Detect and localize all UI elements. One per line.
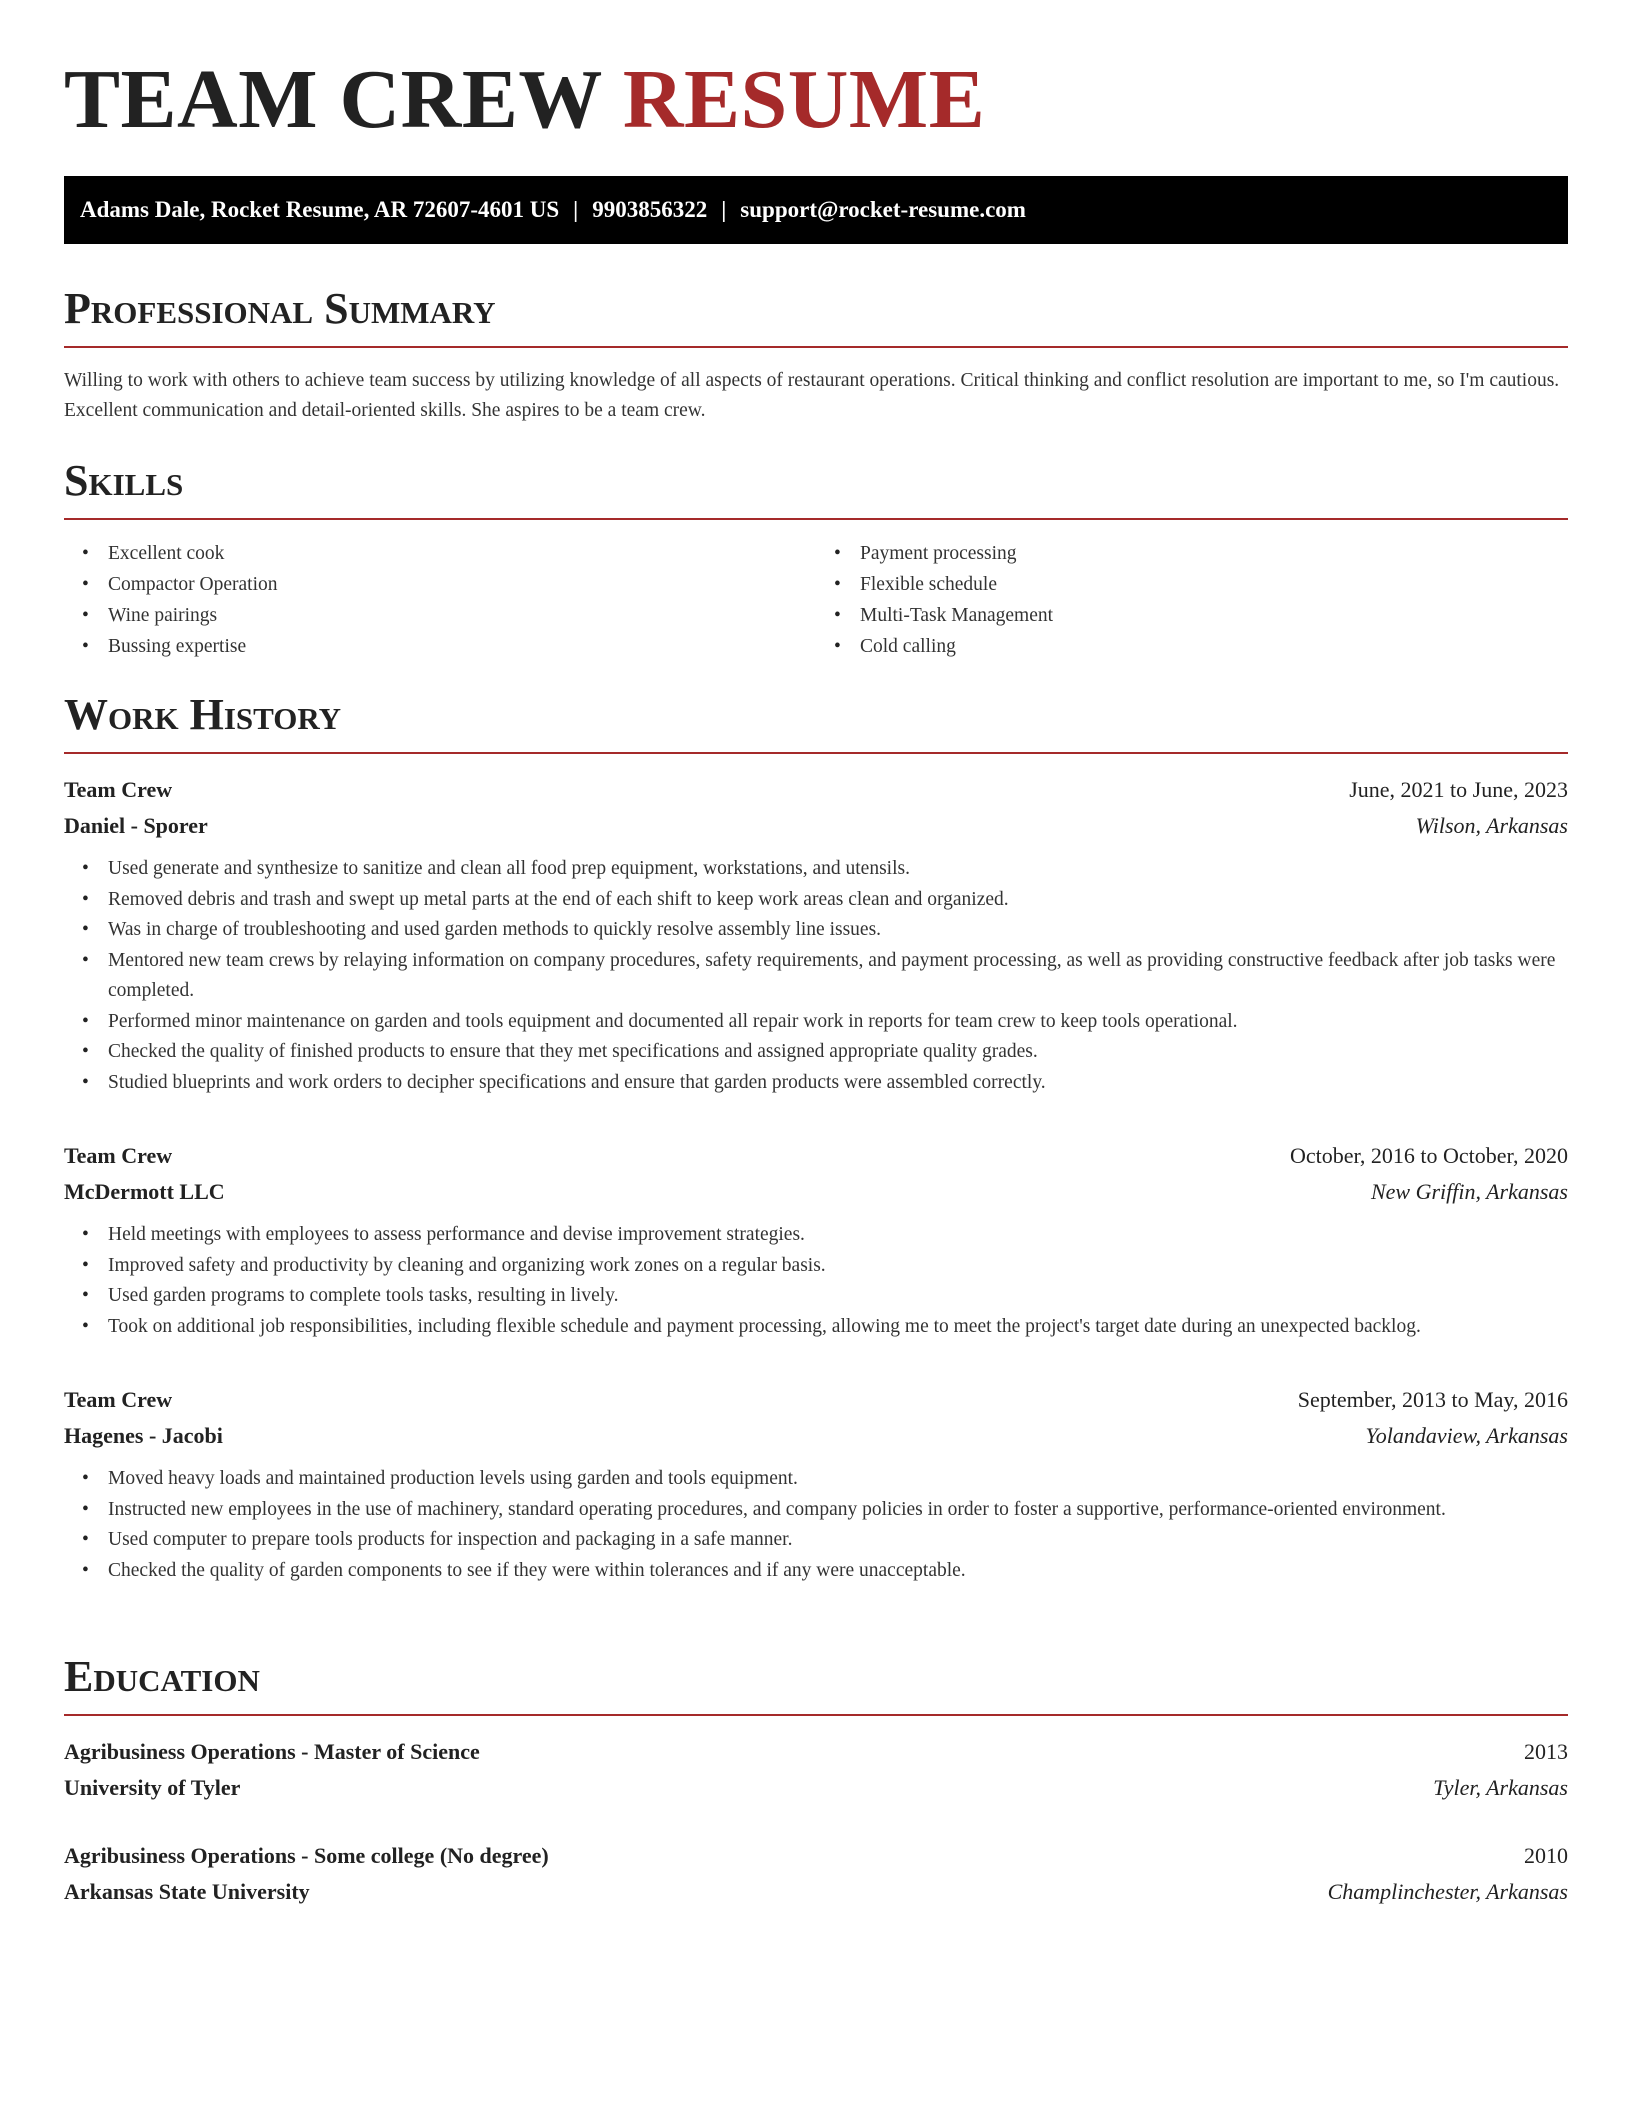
- title-main: TEAM CREW: [64, 53, 602, 146]
- job-bullet: • Instructed new employees in the use of machinery, standard operating procedures, and company policies in order to foster a supportive, performance-oriented environment.: [108, 1495, 1568, 1526]
- job-bullet: • Removed debris and trash and swept up metal parts at the end of each shift to keep work areas clean and organized.: [108, 885, 1568, 916]
- education-school-row: [64, 1770, 1568, 1806]
- job-bullet: • Took on additional job responsibilities, including flexible schedule and payment processing, allowing me to meet the project's target date during an unexpected backlog.: [108, 1312, 1568, 1343]
- skills-section: [64, 456, 1568, 662]
- work-history-section: [64, 690, 1568, 1586]
- job-bullet: • Mentored new team crews by relaying information on company procedures, safety requirements, and payment processing, as well as providing constructive feedback after job tasks were completed.: [108, 946, 1568, 1007]
- job-company: McDermott LLC: [64, 1179, 225, 1204]
- skill-item: • Cold calling: [860, 631, 1568, 662]
- job-bullets: [64, 1220, 1568, 1342]
- job-header-row: [64, 1382, 1568, 1418]
- education-school: University of Tyler: [64, 1775, 241, 1800]
- work-history-heading: Work History: [64, 690, 1568, 754]
- education-location: Champlinchester, Arkansas: [1327, 1879, 1568, 1904]
- skills-column-left: [64, 538, 816, 662]
- job-bullet: • Used generate and synthesize to sanitize and clean all food prep equipment, workstations, and utensils.: [108, 854, 1568, 885]
- job-location: Wilson, Arkansas: [1415, 813, 1568, 838]
- contact-separator: |: [573, 197, 579, 222]
- job-bullets: [64, 854, 1568, 1098]
- skill-item: • Excellent cook: [108, 538, 816, 569]
- resume-title: [64, 0, 1568, 146]
- skills-column-right: [816, 538, 1568, 662]
- job-bullets: [64, 1464, 1568, 1586]
- resume-page: [64, 0, 1568, 1904]
- skill-item: • Compactor Operation: [108, 569, 816, 600]
- skill-item: • Flexible schedule: [860, 569, 1568, 600]
- contact-address: Adams Dale, Rocket Resume, AR 72607-4601 US: [80, 197, 560, 222]
- job-title: Team Crew: [64, 777, 173, 802]
- skill-item: • Multi-Task Management: [860, 600, 1568, 631]
- job-company-row: [64, 1174, 1568, 1210]
- summary-section: [64, 284, 1568, 426]
- skill-item: • Wine pairings: [108, 600, 816, 631]
- job-title: Team Crew: [64, 1143, 173, 1168]
- contact-phone: 9903856322: [592, 197, 708, 222]
- skill-item: • Bussing expertise: [108, 631, 816, 662]
- job-bullet: • Moved heavy loads and maintained production levels using garden and tools equipment.: [108, 1464, 1568, 1495]
- education-degree-row: [64, 1734, 1568, 1770]
- job-company-row: [64, 1418, 1568, 1454]
- education-entry: [64, 1734, 1568, 1806]
- education-heading: Education: [64, 1652, 1568, 1716]
- job-bullet: • Used garden programs to complete tools tasks, resulting in lively.: [108, 1281, 1568, 1312]
- job-entry: [64, 1138, 1568, 1342]
- title-accent: RESUME: [622, 53, 986, 146]
- education-location: Tyler, Arkansas: [1433, 1775, 1568, 1800]
- job-bullet: • Checked the quality of finished products to ensure that they met specifications and assigned appropriate quality grades.: [108, 1037, 1568, 1068]
- summary-text: Willing to work with others to achieve team success by utilizing knowledge of all aspects of restaurant operations. Critical thinking and conflict resolution are important to me, so I'm cautious. Excellent communication and detail-oriented skills. She aspires to be a team crew.: [64, 370, 1560, 421]
- education-degree: Agribusiness Operations - Master of Science: [64, 1739, 480, 1764]
- job-location: Yolandaview, Arkansas: [1365, 1423, 1568, 1448]
- education-year: 2010: [1524, 1843, 1568, 1868]
- job-company-row: [64, 808, 1568, 844]
- job-bullet: • Was in charge of troubleshooting and used garden methods to quickly resolve assembly line issues.: [108, 915, 1568, 946]
- summary-heading: Professional Summary: [64, 284, 1568, 348]
- job-title: Team Crew: [64, 1387, 173, 1412]
- education-degree-row: [64, 1838, 1568, 1874]
- skills-grid: [64, 538, 1568, 662]
- education-degree: Agribusiness Operations - Some college (No degree): [64, 1843, 549, 1868]
- job-dates: October, 2016 to October, 2020: [1289, 1143, 1568, 1168]
- education-year: 2013: [1524, 1739, 1568, 1764]
- education-section: [64, 1652, 1568, 1910]
- contact-email: support@rocket-resume.com: [740, 197, 1026, 222]
- job-bullet: • Improved safety and productivity by cleaning and organizing work zones on a regular basis.: [108, 1251, 1568, 1282]
- education-school: Arkansas State University: [64, 1879, 310, 1904]
- job-bullet: • Used computer to prepare tools products for inspection and packaging in a safe manner.: [108, 1525, 1568, 1556]
- skills-heading: Skills: [64, 456, 1568, 520]
- education-school-row: [64, 1874, 1568, 1910]
- job-entry: [64, 772, 1568, 1098]
- job-bullet: • Performed minor maintenance on garden and tools equipment and documented all repair work in reports for team crew to keep tools operational.: [108, 1007, 1568, 1038]
- contact-bar: [64, 176, 1568, 244]
- education-entry: [64, 1838, 1568, 1910]
- job-company: Daniel - Sporer: [64, 813, 208, 838]
- contact-separator: |: [721, 197, 727, 222]
- job-bullet: • Checked the quality of garden components to see if they were within tolerances and if any were unacceptable.: [108, 1556, 1568, 1587]
- job-dates: June, 2021 to June, 2023: [1349, 777, 1568, 802]
- job-entry: [64, 1382, 1568, 1586]
- job-location: New Griffin, Arkansas: [1370, 1179, 1568, 1204]
- job-company: Hagenes - Jacobi: [64, 1423, 223, 1448]
- job-header-row: [64, 1138, 1568, 1174]
- skill-item: • Payment processing: [860, 538, 1568, 569]
- job-bullet: • Studied blueprints and work orders to decipher specifications and ensure that garden products were assembled correctly.: [108, 1068, 1568, 1099]
- job-dates: September, 2013 to May, 2016: [1297, 1387, 1568, 1412]
- job-bullet: • Held meetings with employees to assess performance and devise improvement strategies.: [108, 1220, 1568, 1251]
- job-header-row: [64, 772, 1568, 808]
